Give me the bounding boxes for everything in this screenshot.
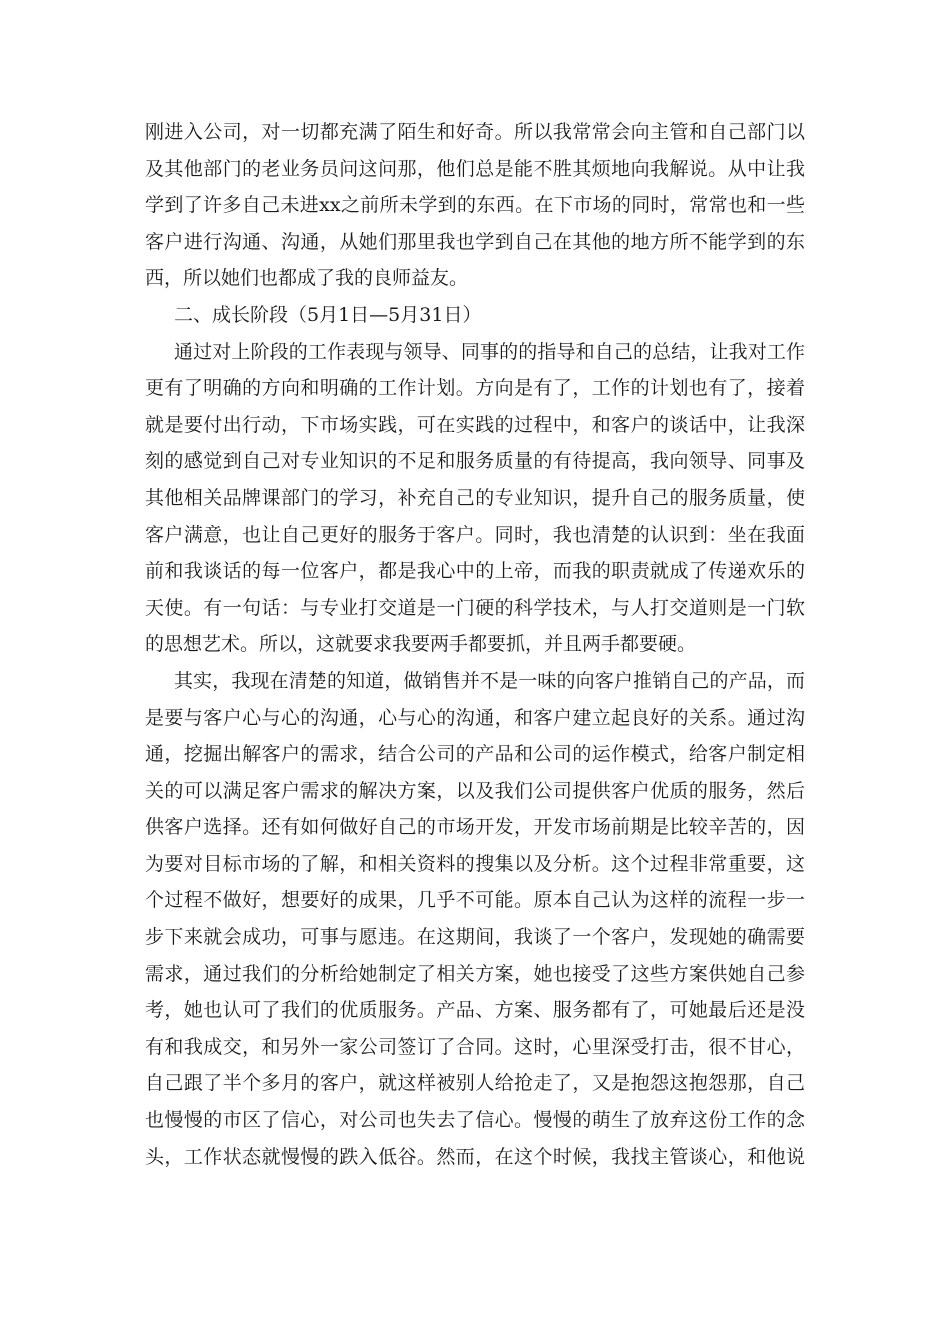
text-line: 自己跟了半个多月的客户，就这样被别人给抢走了，又是抱怨这抱怨那，自己	[145, 1072, 805, 1095]
section-heading	[145, 297, 805, 334]
text-line: 二、成长阶段（5月1日—5月31日）	[174, 303, 482, 326]
text-line: 客户进行沟通、沟通，从她们那里我也学到自己在其他的地方所不能学到的东	[145, 230, 805, 253]
text-line: 刚进入公司，对一切都充满了陌生和好奇。所以我常常会向主管和自己部门以	[145, 121, 805, 143]
paragraph	[145, 663, 805, 1175]
paragraph	[145, 114, 805, 297]
text-line: 头，工作状态就慢慢的跌入低谷。然而，在这个时候，我找主管谈心，和他说	[145, 1145, 805, 1168]
text-line: 前和我谈话的每一位客户，都是我心中的上帝，而我的职责就成了传递欢乐的	[145, 560, 805, 583]
text-line: 就是要付出行动，下市场实践，可在实践的过程中，和客户的谈话中，让我深	[145, 413, 805, 436]
text-line: 是要与客户心与心的沟通，心与心的沟通，和客户建立起良好的关系。通过沟	[145, 706, 805, 729]
text-line: 通，挖掘出解客户的需求，结合公司的产品和公司的运作模式，给客户制定相	[145, 743, 805, 766]
text-line: 其他相关品牌课部门的学习，补充自己的专业知识，提升自己的服务质量，使	[145, 486, 805, 509]
text-line: 刻的感觉到自己对专业知识的不足和服务质量的有待提高，我向领导、同事及	[145, 450, 805, 473]
text-line: 个过程不做好，想要好的成果，几乎不可能。原本自己认为这样的流程一步一	[145, 889, 805, 912]
text-line: 需求，通过我们的分析给她制定了相关方案，她也接受了这些方案供她自己参	[145, 962, 805, 985]
text-line: 学到了许多自己未进xx之前所未学到的东西。在下市场的同时，常常也和一些	[145, 194, 805, 217]
text-line: 客户满意，也让自己更好的服务于客户。同时，我也清楚的认识到：坐在我面	[145, 523, 805, 546]
text-line: 西，所以她们也都成了我的良师益友。	[145, 267, 469, 290]
text-line: 步下来就会成功，可事与愿违。在这期间，我谈了一个客户，发现她的确需要	[145, 926, 805, 949]
text-line: 供客户选择。还有如何做好自己的市场开发，开发市场前期是比较辛苦的，因	[145, 816, 805, 839]
text-line: 及其他部门的老业务员问这问那，他们总是能不胜其烦地向我解说。从中让我	[145, 157, 805, 180]
text-line: 考，她也认可了我们的优质服务。产品、方案、服务都有了，可她最后还是没	[145, 999, 805, 1022]
text-line: 更有了明确的方向和明确的工作计划。方向是有了，工作的计划也有了，接着	[145, 377, 805, 400]
text-line: 通过对上阶段的工作表现与领导、同事的的指导和自己的总结，让我对工作	[174, 340, 805, 363]
document-body	[145, 114, 805, 1175]
text-line: 也慢慢的市区了信心，对公司也失去了信心。慢慢的萌生了放弃这份工作的念	[145, 1109, 805, 1132]
text-line: 的思想艺术。所以，这就要求我要两手都要抓，并且两手都要硬。	[145, 633, 697, 656]
text-line: 为要对目标市场的了解，和相关资料的搜集以及分析。这个过程非常重要，这	[145, 852, 805, 875]
text-line: 有和我成交，和另外一家公司签订了合同。这时，心里深受打击，很不甘心，	[145, 1035, 805, 1058]
text-line: 其实，我现在清楚的知道，做销售并不是一味的向客户推销自己的产品，而	[174, 669, 805, 692]
text-line: 关的可以满足客户需求的解决方案，以及我们公司提供客户优质的服务，然后	[145, 779, 805, 802]
paragraph	[145, 334, 805, 663]
text-line: 天使。有一句话：与专业打交道是一门硬的科学技术，与人打交道则是一门软	[145, 596, 805, 619]
